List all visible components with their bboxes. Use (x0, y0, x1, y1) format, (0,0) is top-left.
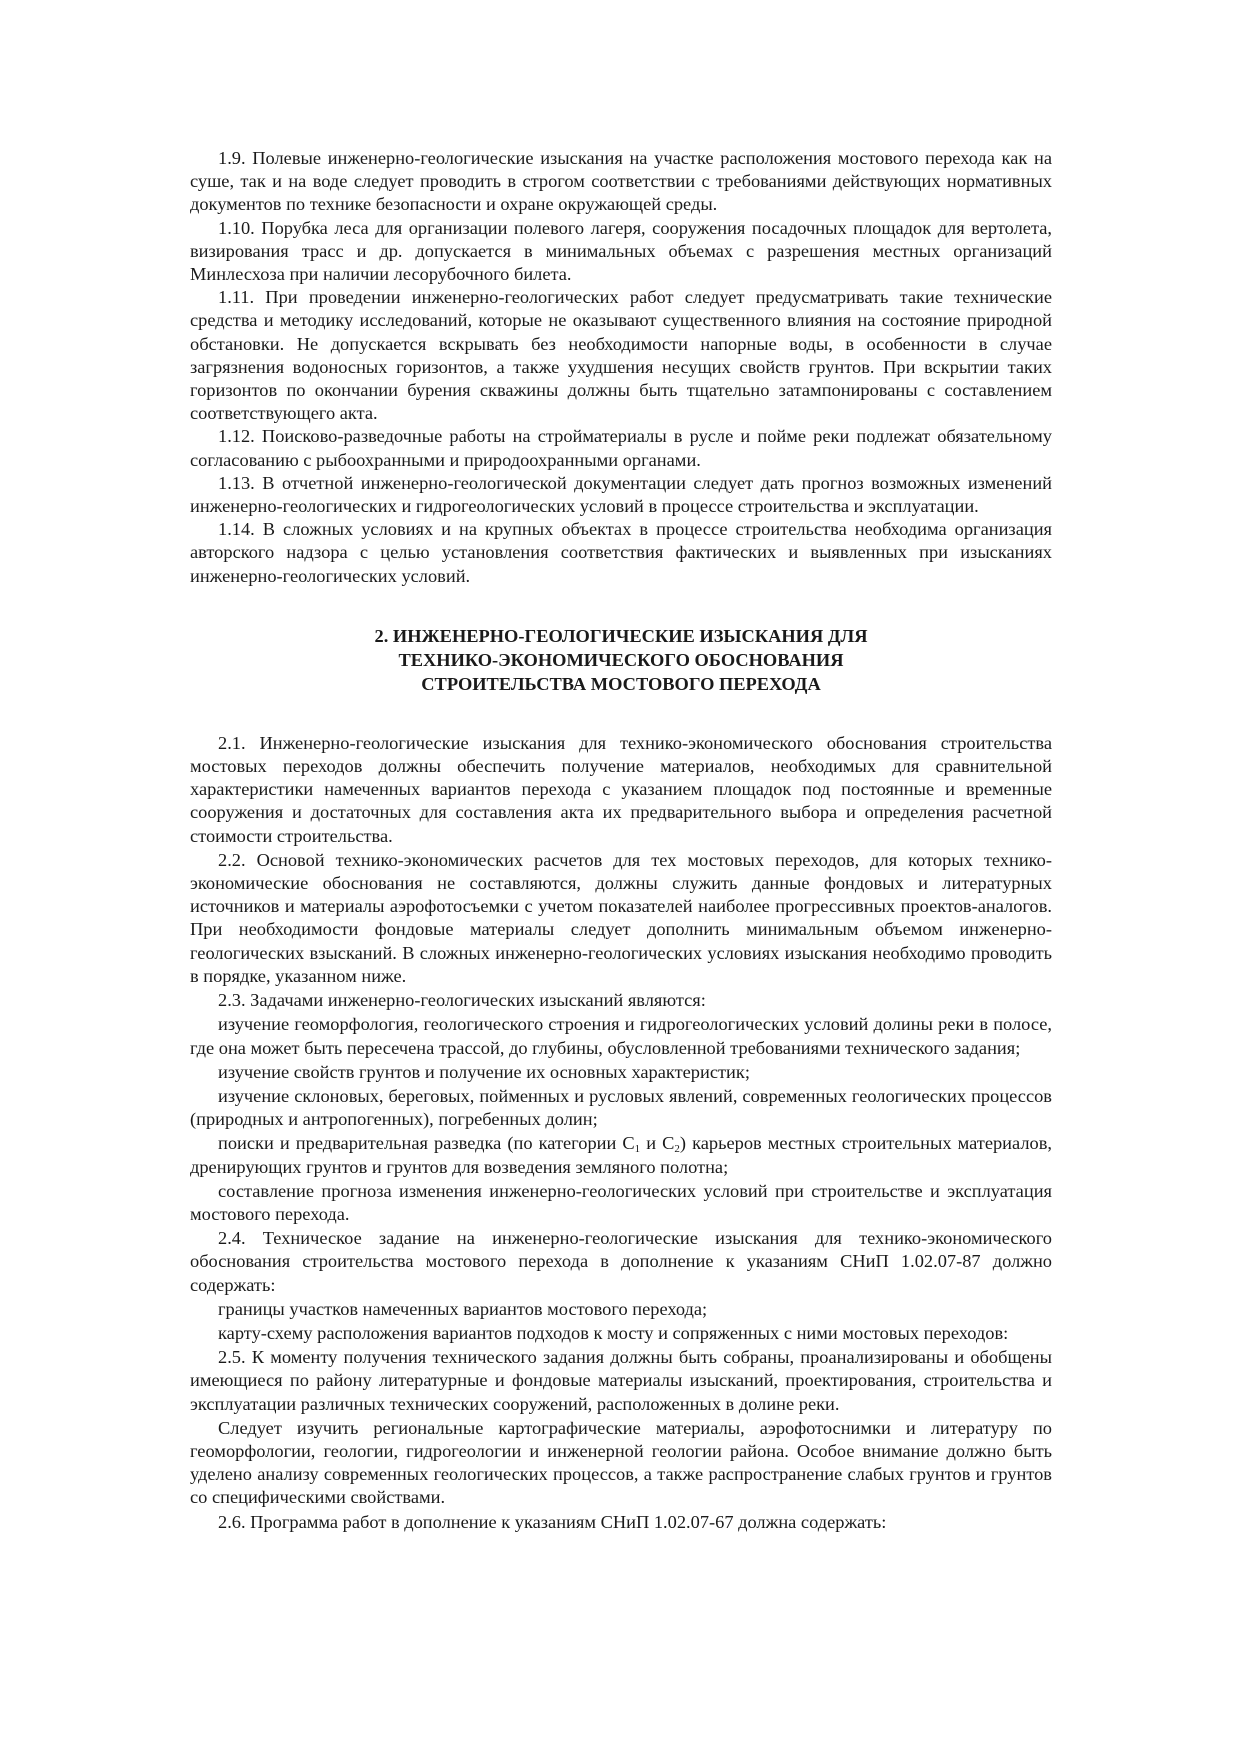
quarry-search-text-end: ) карьеров местных строительных материалов, дренирующих грунтов и грунтов для возведения земляного полотна; (190, 1133, 1053, 1177)
paragraph-1-10: 1.10. Порубка леса для организации полевого лагеря, сооружения посадочных площадок для вертолета, визирования трасс и др. допускается в минимальных объемах с разрешения местных организаций Минлесхоза при наличии лесорубочного билета. (190, 217, 1052, 285)
section-2-heading (190, 624, 1052, 696)
category-subscript-1: 1 (634, 1143, 641, 1156)
paragraph-1-12: 1.12. Поисково-разведочные работы на стройматериалы в русле и пойме реки подлежат обязательному согласованию с рыбоохранными и природоохранными органами. (190, 426, 1052, 470)
document-page (190, 147, 1052, 1534)
list-item-quarry-search (190, 1132, 1052, 1178)
paragraph-1-11: 1.11. При проведении инженерно-геологических работ следует предусматривать такие технические средства и методику исследований, которые не оказывают существенного влияния на состояние природной обстановки. Не допускается вскрывать без необходимости напорные воды, в особенности в случае загрязнения водоносных горизонтов, а также ухудшения несущих свойств грунтов. При вскрытии таких горизонтов по окончании бурения скважины должны быть тщательно затампонированы с составлением соответствующего акта. (190, 287, 1052, 424)
list-item-forecast: составление прогноза изменения инженерно-геологических условий при строительстве и эксплуатация мостового перехода. (190, 1180, 1052, 1224)
paragraph-2-2: 2.2. Основой технико-экономических расчетов для тех мостовых переходов, для которых технико-экономические обоснования не составляются, должны служить данные фондовых и литературных источников и материалы аэрофотосъемки с учетом показателей наиболее прогрессивных проектов-аналогов. При необходимости фондовые материалы следует дополнить минимальным объемом инженерно-геологических взысканий. В сложных инженерно-геологических условиях изыскания необходимо проводить в порядке, указанном ниже. (190, 849, 1052, 986)
paragraph-2-1: 2.1. Инженерно-геологические изыскания для технико-экономического обоснования строительства мостовых переходов должны обеспечить получение материалов, необходимых для сравнительной характеристики намеченных вариантов перехода с указанием площадок под постоянные и временные сооружения и достаточных для составления акта их предварительного выбора и определения расчетной стоимости строительства. (190, 732, 1052, 846)
category-subscript-2: 2 (674, 1143, 680, 1156)
paragraph-2-3: 2.3. Задачами инженерно-геологических изысканий являются: (218, 990, 706, 1011)
section-2-heading-line-3: СТРОИТЕЛЬСТВА МОСТОВОГО ПЕРЕХОДА (421, 673, 821, 694)
list-item-slope-phenomena: изучение склоновых, береговых, пойменных и русловых явлений, современных геологических процессов (природных и антропогенных), погребенных долин; (190, 1085, 1052, 1130)
paragraph-2-4: 2.4. Техническое задание на инженерно-геологические изыскания для технико-экономического обоснования строительства мостового перехода в дополнение к указаниям СНиП 1.02.07-87 должно содержать: (190, 1228, 1052, 1295)
quarry-search-text-start: поиски и предварительная разведка (по категории С (218, 1133, 635, 1154)
paragraph-2-6: 2.6. Программа работ в дополнение к указаниям СНиП 1.02.07-67 должна содержать: (218, 1511, 887, 1532)
quarry-search-text-mid: и С (640, 1133, 675, 1154)
paragraph-1-13: 1.13. В отчетной инженерно-геологической документации следует дать прогноз возможных изменений инженерно-геологических и гидрогеологических условий в процессе строительства и эксплуатации. (190, 472, 1052, 517)
paragraph-1-9: 1.9. Полевые инженерно-геологические изыскания на участке расположения мостового перехода как на суше, так и на воде следует проводить в строгом соответствии с требованиями действующих нормативных документов по технике безопасности и охране окружающей среды. (190, 148, 1052, 215)
paragraph-1-14: 1.14. В сложных условиях и на крупных объектах в процессе строительства необходима организация авторского надзора с целью установления соответствия фактических и выявленных при изысканиях инженерно-геологических условий. (190, 519, 1052, 586)
paragraph-2-5: 2.5. К моменту получения технического задания должны быть собраны, проанализированы и обобщены имеющиеся по району литературные и фондовые материалы изысканий, проектирования, строительства и эксплуатации различных технических сооружений, расположенных в долине реки. (190, 1347, 1052, 1414)
list-item-soil-properties: изучение свойств грунтов и получение их основных характеристик; (218, 1061, 750, 1082)
section-2-heading-line-2: ТЕХНИКО-ЭКОНОМИЧЕСКОГО ОБОСНОВАНИЯ (398, 649, 844, 670)
list-item-site-boundaries: границы участков намеченных вариантов мостового перехода; (218, 1298, 708, 1319)
paragraph-2-5-continued: Следует изучить региональные картографические материалы, аэрофотоснимки и литературу по геоморфологии, геологии, гидрогеологии и инженерной геологии района. Особое внимание должно быть уделено анализу современных геологических процессов, а также распространение слабых грунтов и грунтов со специфическими свойствами. (190, 1417, 1052, 1508)
list-item-geomorphology: изучение геоморфология, геологического строения и гидрогеологических условий долины реки в полосе, где она может быть пересечена трассой, до глубины, обусловленной требованиями технического задания; (190, 1014, 1052, 1058)
section-2-heading-line-1: 2. ИНЖЕНЕРНО-ГЕОЛОГИЧЕСКИЕ ИЗЫСКАНИЯ ДЛЯ (374, 625, 868, 646)
list-item-scheme-map: карту-схему расположения вариантов подходов к мосту и сопряженных с ними мостовых переходов: (218, 1322, 1009, 1343)
